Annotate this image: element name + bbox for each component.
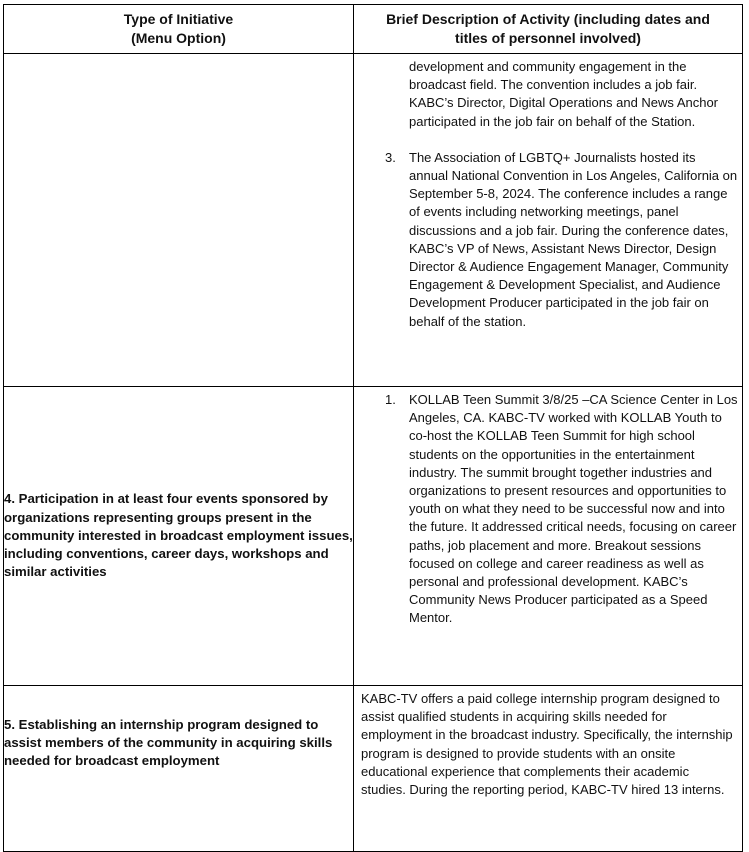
list-number: 3. xyxy=(385,149,396,165)
list-item xyxy=(354,391,742,628)
initiative-type-cell: 4. Participation in at least four events sponsored by organizations representing groups present in the community interested in broadcast employment issues, including conventions, career days, workshops and similar activities xyxy=(4,387,354,686)
list-number: 1. xyxy=(385,392,396,407)
initiative-type-cell xyxy=(4,54,354,387)
initiative-type-cell: 5. Establishing an internship program designed to assist members of the community in acquiring skills needed for broadcast employment xyxy=(4,686,354,852)
header-row xyxy=(4,5,743,54)
list-item-text: KOLLAB Teen Summit 3/8/25 –CA Science Center in Los Angeles, CA. KABC-TV worked with KOLLAB Youth to co-host the KOLLAB Teen Summit for high school students on the opportunities in the entertainment industry. The summit brought together industries and organizations to present resources and opportunities to youth on what they need to be successful now and into the future. It addressed critical needs, focusing on career paths, job placement and more. Breakout sessions focused on college and career readiness as well as personal and professional development. KABC’s Community News Producer participated as a Speed Mentor. xyxy=(409,392,738,626)
continued-item-text: development and community engagement in the broadcast field. The convention includes a job fair. KABC’s Director, Digital Operations and News Anchor participated in the job fair on behalf of the Station. xyxy=(409,59,719,129)
description-text: KABC-TV offers a paid college internship program designed to assist qualified students in acquiring skills needed for employment in the broadcast industry. Specifically, the internship program is designed to provide students with an onsite educational experience that complements their academic studies. During the reporting period, KABC-TV hired 13 interns. xyxy=(361,691,733,798)
description-cell xyxy=(354,387,743,686)
activity-list xyxy=(354,149,742,331)
header-type-of-initiative: Type of Initiative (Menu Option) xyxy=(4,5,354,54)
list-item xyxy=(354,149,742,331)
table-row xyxy=(4,54,743,387)
activity-list xyxy=(354,391,742,628)
header-brief-description: Brief Description of Activity (including dates and titles of personnel involved) xyxy=(354,5,743,54)
list-item-text: The Association of LGBTQ+ Journalists hosted its annual National Convention in Los Angeles, California on September 5-8, 2024. The conference includes a range of events including networking meetings, panel discussions and a job fair. During the conference dates, KABC’s VP of News, Assistant News Director, Design Director & Audience Engagement Manager, Community Engagement & Development Specialist, and Audience Development Producer participated in the job fair on behalf of the station. xyxy=(409,149,738,329)
initiatives-table xyxy=(3,4,743,852)
table-row xyxy=(4,387,743,686)
description-cell xyxy=(354,54,743,387)
